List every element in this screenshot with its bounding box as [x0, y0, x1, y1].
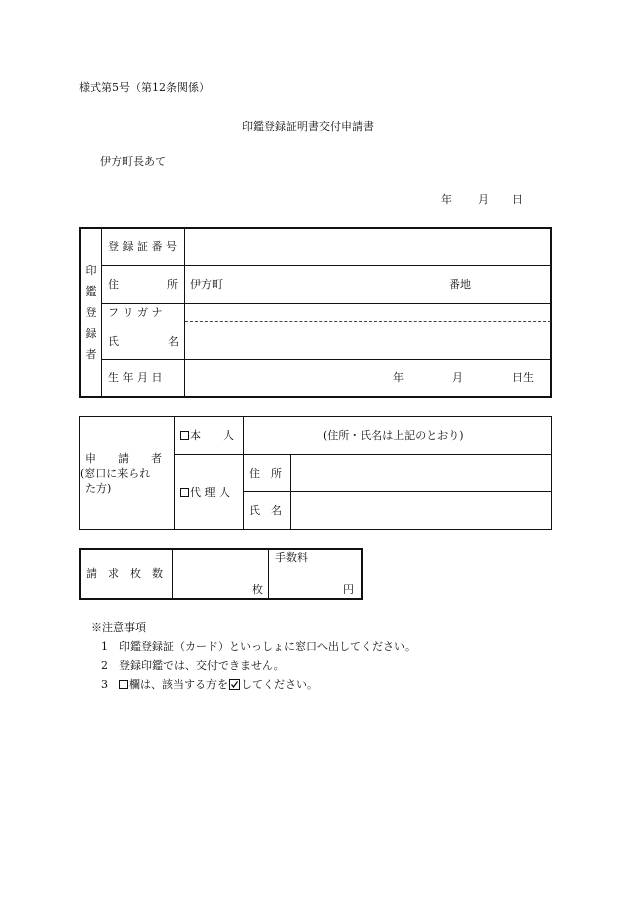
address-suffix: 番地	[449, 278, 471, 291]
agent-checkbox[interactable]	[180, 488, 189, 497]
note-item-3	[119, 678, 318, 692]
reg-number-field[interactable]	[186, 230, 549, 263]
applicant-row-divider-1	[174, 454, 551, 455]
agent-address-field[interactable]	[292, 456, 550, 490]
dob-label: 生 年 月 日	[108, 371, 163, 384]
registrant-row-divider-2	[101, 303, 551, 304]
note-item-3-num: 3	[101, 678, 108, 691]
applicant-col-divider-3	[290, 455, 291, 529]
dob-day-label: 日生	[512, 371, 534, 384]
note-item-3-text-a: 欄は、該当する方を	[129, 678, 228, 691]
address-field[interactable]	[230, 268, 440, 300]
request-col-divider-1	[172, 549, 173, 599]
applicant-label-line2: (窓口に来られ	[80, 467, 151, 480]
request-col-divider-2	[268, 549, 269, 599]
furigana-field[interactable]	[186, 305, 549, 320]
date-year-label: 年	[441, 193, 452, 206]
date-month-label: 月	[478, 193, 489, 206]
agent-option-label: 代 理 人	[190, 486, 230, 499]
count-label: 請 求 枚 数	[86, 567, 163, 580]
applicant-label-line3: た方)	[85, 482, 112, 495]
registrant-side-label: 印 鑑 登 録 者	[85, 264, 97, 361]
agent-address-label: 住 所	[249, 467, 282, 480]
applicant-col-divider-2	[243, 417, 244, 529]
note-item-1-text: 印鑑登録証（カード）といっしょに窓口へ出してください。	[119, 640, 416, 653]
dob-year-label: 年	[393, 371, 404, 384]
fee-label: 手数料	[275, 551, 308, 564]
applicant-label-line1: 申 請 者	[85, 452, 162, 465]
count-unit: 枚	[252, 583, 263, 596]
name-field[interactable]	[186, 323, 549, 357]
date-day-label: 日	[512, 193, 523, 206]
note-item-2-text: 登録印鑑では、交付できません。	[119, 659, 285, 672]
furigana-dashed-line	[185, 321, 551, 322]
page-title: 印鑑登録証明書交付申請書	[242, 120, 374, 133]
agent-name-field[interactable]	[292, 493, 550, 528]
note-item-3-text-b: してください。	[241, 678, 318, 691]
checked-box-icon	[229, 679, 240, 690]
applicant-col-divider-1	[174, 417, 175, 529]
dob-field[interactable]	[186, 361, 549, 395]
applicant-row-divider-2	[243, 491, 551, 492]
note-item-1-num: 1	[101, 640, 108, 653]
self-note: (住所・氏名は上記のとおり)	[323, 429, 464, 442]
addressee: 伊方町長あて	[100, 155, 166, 168]
name-label-2: 名	[168, 335, 179, 348]
reg-number-label: 登 録 証 番 号	[108, 240, 177, 253]
self-option[interactable]	[180, 429, 234, 443]
registrant-row-divider-1	[101, 265, 551, 266]
address-label-1: 住	[108, 278, 119, 291]
address-prefix: 伊方町	[190, 278, 223, 291]
agent-name-label: 氏 名	[249, 504, 282, 517]
form-number: 様式第5号（第12条関係）	[79, 81, 210, 94]
fee-unit: 円	[343, 583, 354, 596]
self-option-label: 本 人	[190, 429, 234, 442]
registrant-col-divider-1	[101, 228, 102, 397]
self-checkbox[interactable]	[180, 431, 189, 440]
registrant-col-divider-2	[184, 228, 185, 397]
address-label-2: 所	[167, 278, 178, 291]
registrant-row-divider-3	[101, 359, 551, 360]
note-item-2-num: 2	[101, 659, 108, 672]
checkbox-square-icon	[119, 680, 128, 689]
furigana-label: フ リ ガ ナ	[108, 306, 163, 319]
agent-option[interactable]	[180, 486, 230, 500]
dob-month-label: 月	[452, 371, 463, 384]
name-label-1: 氏	[108, 335, 119, 348]
notes-heading: ※注意事項	[91, 621, 146, 634]
